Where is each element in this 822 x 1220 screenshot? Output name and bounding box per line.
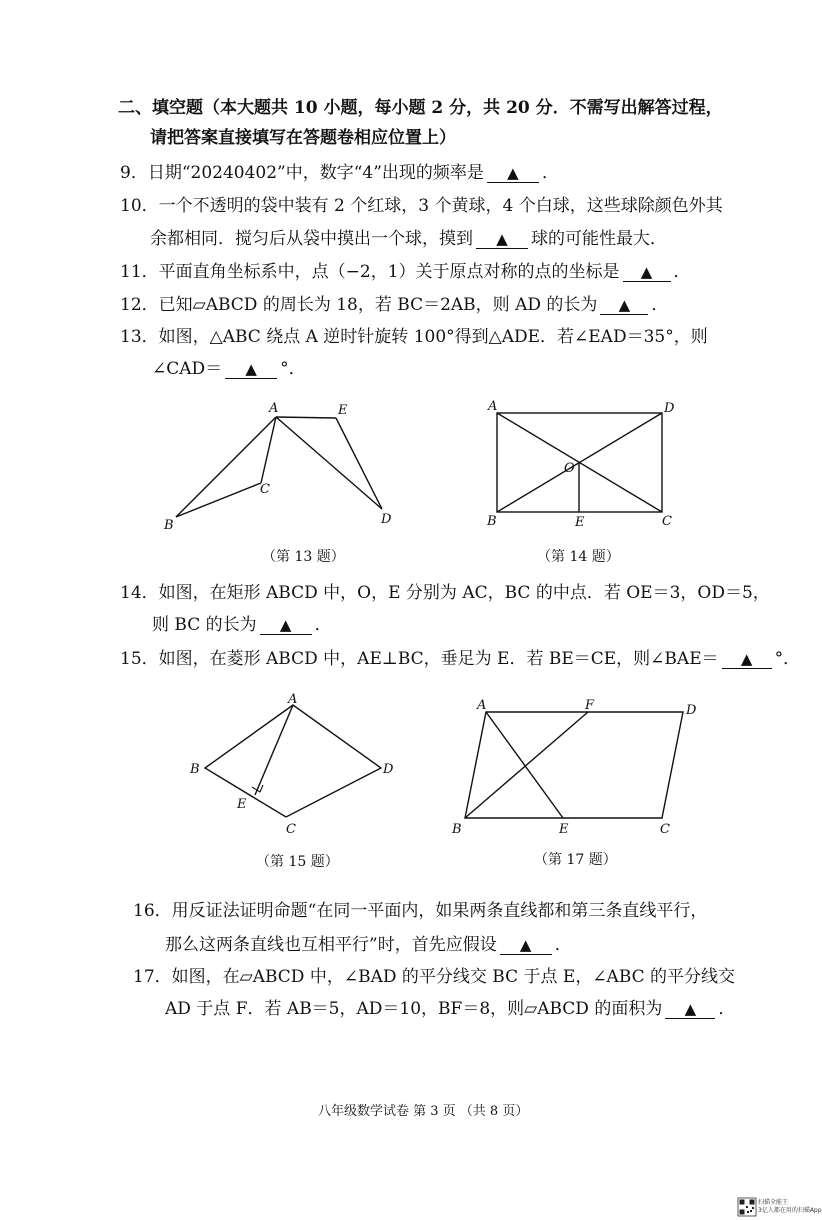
label-A: A — [488, 399, 498, 414]
triangle-icon: ▲ — [640, 263, 653, 281]
label-D: D — [383, 762, 394, 777]
figure-15-caption: （第 15 题） — [256, 854, 339, 870]
watermark-line1: 扫描全能王 — [758, 1199, 789, 1206]
question-10-pre: 余都相同．搅匀后从袋中摸出一个球，摸到 — [150, 229, 473, 249]
triangle-icon: ▲ — [496, 230, 508, 248]
question-11 — [120, 261, 691, 283]
triangle-icon: ▲ — [740, 650, 753, 668]
answer-blank — [722, 650, 772, 669]
label-D: D — [381, 512, 392, 527]
triangle-icon: ▲ — [684, 1000, 697, 1018]
label-D: D — [686, 703, 697, 718]
label-A: A — [288, 692, 298, 707]
label-D: D — [664, 401, 675, 416]
label-C: C — [260, 482, 270, 497]
question-17-pre: AD 于点 F．若 AB＝5，AD＝10，BF＝8，则▱ABCD 的面积为 — [165, 999, 663, 1019]
question-13-pre: ∠CAD＝ — [152, 359, 223, 379]
question-9 — [120, 162, 559, 184]
label-B: B — [164, 518, 174, 533]
triangle-icon: ▲ — [507, 164, 519, 182]
question-14-line1: 14．如图，在矩形 ABCD 中，O，E 分别为 AC，BC 的中点．若 OE＝3，OD＝5， — [120, 583, 770, 603]
question-11-end: ． — [673, 262, 691, 282]
answer-blank — [600, 296, 648, 315]
question-16-line2 — [165, 934, 572, 956]
figure-17-caption: （第 17 题） — [534, 852, 617, 868]
question-13-line1: 13．如图，△ABC 绕点 A 逆时针旋转 100°得到△ADE．若∠EAD＝35°，则 — [120, 327, 708, 347]
question-15 — [120, 648, 800, 670]
question-15-text: 15．如图，在菱形 ABCD 中，AE⊥BC，垂足为 E．若 BE＝CE，则∠BAE＝ — [120, 649, 719, 669]
figure-15 — [180, 688, 410, 848]
question-16-post: ． — [554, 935, 572, 955]
label-B: B — [190, 762, 200, 777]
label-F: F — [585, 698, 595, 713]
question-11-text: 11．平面直角坐标系中，点（−2，1）关于原点对称的点的坐标是 — [120, 262, 620, 282]
page-footer: 八年级数学试卷 第 3 页 （共 8 页） — [318, 1104, 529, 1119]
question-12-end: ． — [651, 295, 669, 315]
label-C: C — [286, 822, 296, 837]
answer-blank — [225, 360, 277, 379]
section-heading: 二、填空题（本大题共 10 小题，每小题 2 分，共 20 分．不需写出解答过程， — [118, 98, 723, 118]
question-14-post: ． — [314, 615, 332, 635]
label-E: E — [338, 403, 348, 418]
label-E: E — [575, 515, 585, 530]
answer-blank — [500, 936, 552, 955]
answer-blank — [487, 164, 539, 183]
triangle-icon: ▲ — [618, 296, 631, 314]
label-A: A — [269, 401, 279, 416]
label-E: E — [559, 822, 569, 837]
qr-code-icon — [738, 1198, 756, 1216]
question-15-end: °． — [774, 649, 801, 669]
label-A: A — [477, 698, 487, 713]
question-17-post: ． — [718, 999, 736, 1019]
question-14-pre: 则 BC 的长为 — [152, 615, 257, 635]
question-10-line1: 10．一个不透明的袋中装有 2 个红球，3 个黄球，4 个白球，这些球除颜色外其 — [120, 196, 723, 216]
scanner-watermark — [758, 1199, 822, 1215]
question-13-post: °． — [280, 359, 306, 379]
label-O: O — [564, 461, 575, 476]
question-16-line1: 16．用反证法证明命题“在同一平面内，如果两条直线都和第三条直线平行， — [133, 901, 708, 921]
question-9-end: ． — [541, 163, 559, 183]
question-17-line2 — [165, 998, 735, 1020]
answer-blank — [665, 1000, 715, 1019]
question-13-line2 — [152, 358, 306, 380]
triangle-icon: ▲ — [245, 360, 257, 378]
question-16-pre: 那么这两条直线也互相平行”时，首先应假设 — [165, 935, 497, 955]
question-12-text: 12．已知▱ABCD 的周长为 18，若 BC＝2AB，则 AD 的长为 — [120, 295, 598, 315]
figure-13 — [160, 395, 410, 535]
answer-blank — [260, 616, 312, 635]
question-10-line2 — [150, 228, 667, 250]
label-E: E — [237, 797, 247, 812]
section-instruction: 请把答案直接填写在答题卷相应位置上） — [150, 128, 456, 148]
watermark-line2: 3亿人都在用的扫描App — [758, 1207, 822, 1214]
label-B: B — [487, 514, 497, 529]
question-14-line2 — [152, 614, 332, 636]
label-C: C — [662, 514, 672, 529]
question-10-post: 球的可能性最大． — [531, 229, 667, 249]
question-9-text: 9．日期“20240402”中，数字“4”出现的频率是 — [120, 163, 484, 183]
figure-14 — [480, 395, 690, 535]
triangle-icon: ▲ — [279, 616, 292, 634]
figure-17 — [448, 692, 708, 842]
answer-blank — [476, 230, 528, 249]
figure-14-caption: （第 14 题） — [537, 549, 620, 565]
label-B: B — [452, 822, 462, 837]
triangle-icon: ▲ — [519, 936, 532, 954]
answer-blank — [623, 263, 671, 282]
label-C: C — [660, 822, 670, 837]
question-12 — [120, 294, 668, 316]
figure-13-caption: （第 13 题） — [262, 549, 345, 565]
question-17-line1: 17．如图，在▱ABCD 中，∠BAD 的平分线交 BC 于点 E，∠ABC 的平分线交 — [133, 967, 736, 987]
